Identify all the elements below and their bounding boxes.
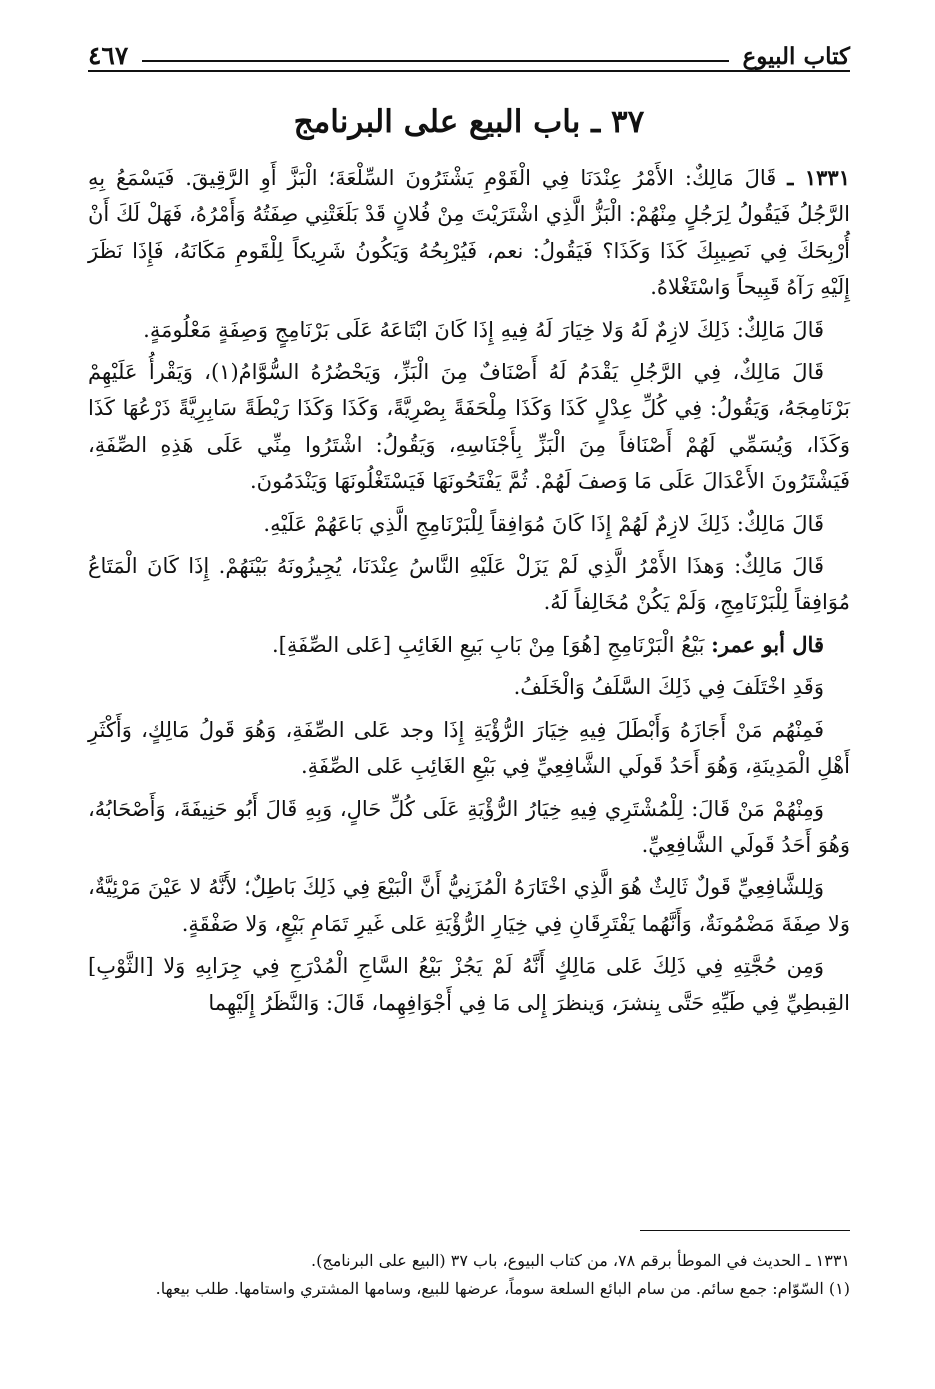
paragraph: وَمِن حُجَّتِهِ فِي ذَلِكَ عَلى مَالِكٍ أَنَّهُ لَمْ يَجُزْ بَيْعُ السَّاجِ الْمُدْرَجِ فِي جِرَابِهِ وَلا [الثَّوْبِ] القِبطِيِّ فِي طَيِّهِ حَتَّى يِنشرَ، وَينظرَ إِلى مَا فِي أَجْوَافِهِما، قَالَ: وَالنَّظَرُ إِلَيْهِما <box>88 954 850 1015</box>
footnotes <box>88 1247 850 1303</box>
hadith-number: ١٣٣١ ـ <box>787 165 850 190</box>
chapter-title: ٣٧ ـ باب البيع على البرنامج <box>293 104 645 140</box>
page-header <box>88 30 850 70</box>
running-title: كتاب البيوع <box>742 43 850 70</box>
paragraph: وَقَدِ اخْتَلَفَ فِي ذَلِكَ السَّلَفُ وَالْخَلَفُ. <box>513 675 824 700</box>
page-number: ٤٦٧ <box>88 41 129 70</box>
main-text <box>88 160 850 1027</box>
paragraph: وَمِنْهُمْ مَنْ قَالَ: لِلْمُشْتَرِي فِيهِ خِيَارُ الرُّؤْيَةِ عَلَى كُلِّ حَالٍ، وَبِهِ قَالَ أَبُو حَنِيفَةَ، وَأَصْحَابُهُ، وَهُوَ أَحَدُ قَولَي الشَّافِعِيِّ. <box>88 796 850 857</box>
paragraph: قَالَ مَالِكٌ: ذَلِكَ لازِمٌ لَهُمْ إِذَا كَانَ مُوَافِقاً لِلْبَرْنَامِجِ الَّذِي بَاعَهُمْ عَلَيْهِ. <box>263 511 824 536</box>
footnote-1: (١) السّوّام: جمع سائم. من سام البائع السلعة سوماً، عرضها للبيع، وسامها المشتري واستامها. طلب بيعها. <box>155 1279 850 1298</box>
paragraph-text: قَالَ مَالِكٌ: الأَمْرُ عِنْدَنَا فِي الْقَوْمِ يَشْتَرُونَ السِّلْعَةَ؛ الْبَزَّ أَوِ الرَّقِيقَ. فَيَسْمَعُ بِهِ الرَّجُلُ فَيَقُولُ لِرَجُلٍ مِنْهُمْ: الْبَزُّ الَّذِي اشْتَرَيْتَ مِنْ فُلانٍ قَدْ بَلَغَتْنِي صِفَتُهُ وَأَمْرُهُ، فَهَلْ لَكَ أَنْ أُرْبِحَكَ فِي نَصِيبِكَ كَذَا وَكَذَا؟ فَيَقُولُ: نعم، فَيُرْبِحُهُ وَيَكُونُ شَرِيكاً لِلْقَومِ مَكَانَهُ، فَإِذَا نَظَرَ إِلَيْهِ رَآهُ قَبِيحاً وَاسْتَغْلاهُ. <box>88 166 850 300</box>
commentator-label: قال أبو عمر: <box>711 631 824 657</box>
paragraph: فَمِنْهُم مَنْ أَجَازَهُ وَأَبْطَلَ فِيهِ خِيَارَ الرُّؤْيَةِ إِذَا وجد عَلى الصِّفَةِ، وَهُوَ قَولُ مَالِكٍ، وَأَكْثَرِ أَهْلِ الْمَدِينَةِ، وَهُوَ أَحَدُ قَولَي الشَّافِعِيِّ فِي بَيْعِ الغَائِبِ عَلى الصِّفَةِ. <box>88 717 850 779</box>
paragraph: قَالَ مَالِكٌ، فِي الرَّجُلِ يَقْدَمُ لَهُ أَصْنَافٌ مِنَ الْبَزِّ، وَيَحْضُرُهُ السُّوَّامُ(١)، وَيَقْرأُ عَلَيْهِمْ بَرْنَامِجَهُ، وَيَقُولُ: فِي كُلِّ عِدْلٍ كَذَا وَكَذَا مِلْحَفَةً بِصْرِيَّةً، وَكَذَا وَكَذَا رَيْطَةً سَابِرِيَّةً ذَرْعُهَا كَذَا وَكَذَا، وَيُسَمِّي لَهُمْ أَصْنَافاً مِنَ الْبَزِّ بِأَجْنَاسِهِ، وَيَقُولُ: اشْتَرُوا مِنِّي عَلَى هَذِهِ الصِّفَةِ، فَيَشْتَرُونَ الأَعْدَالَ عَلَى مَا وَصفَ لَهُمْ. ثُمَّ يَفْتَحُونَهَا فَيَسْتَغْلُونَهَا وَيَنْدَمُونَ. <box>88 360 850 494</box>
footnote-source: ١٣٣١ ـ الحديث في الموطأ برقم ٧٨، من كتاب البيوع، باب ٣٧ (البيع على البرنامج). <box>311 1251 850 1270</box>
paragraph: قَالَ مَالِكٌ: ذَلِكَ لازِمٌ لَهُ وَلا خِيَارَ لَهُ فِيهِ إِذَا كَانَ ابْتَاعَهُ عَلَى بَرْنَامِجٍ وَصِفَةٍ مَعْلُومَةٍ. <box>143 317 824 342</box>
footnote-rule <box>640 1230 850 1231</box>
paragraph: وَلِلشَّافِعِيِّ قَولٌ ثَالِثٌ هُوَ الَّذِي اخْتَارَهُ الْمُزَنِيُّ أَنَّ الْبَيْعَ فِي ذَلِكَ بَاطِلٌ؛ لأَنَّهُ لا عَيْنَ مَرْئِيَّةٌ، وَلا صِفَةَ مَضْمُونَةٌ، وَأَنَّهُما يَفْتَرِقَانِ فِي خِيَارِ الرُّؤْيَةِ عَلى غَيرِ تَمَامِ بَيْعٍ، وَلا صَفْقَةٍ. <box>88 875 850 936</box>
header-rule <box>142 60 728 62</box>
paragraph-commentary <box>88 627 850 663</box>
header-divider <box>88 70 850 72</box>
paragraph-1331 <box>88 160 850 306</box>
paragraph: قَالَ مَالِكٌ: وَهذَا الأَمْرُ الَّذِي لَمْ يَزَلْ عَلَيْهِ النَّاسُ عِنْدَنَا، يُجِيزُونَهُ بَيْنَهُمْ. إِذَا كَانَ الْمَتَاعُ مُوَافِقاً لِلْبَرْنَامِجِ، وَلَمْ يَكُنْ مُخَالِفاً لَهُ. <box>88 554 850 615</box>
paragraph-text: بَيْعُ الْبَرْنَامِجِ [هُوَ] مِنْ بَابِ بَيعِ الغَائِبِ [عَلى الصِّفَةِ]. <box>271 632 705 657</box>
